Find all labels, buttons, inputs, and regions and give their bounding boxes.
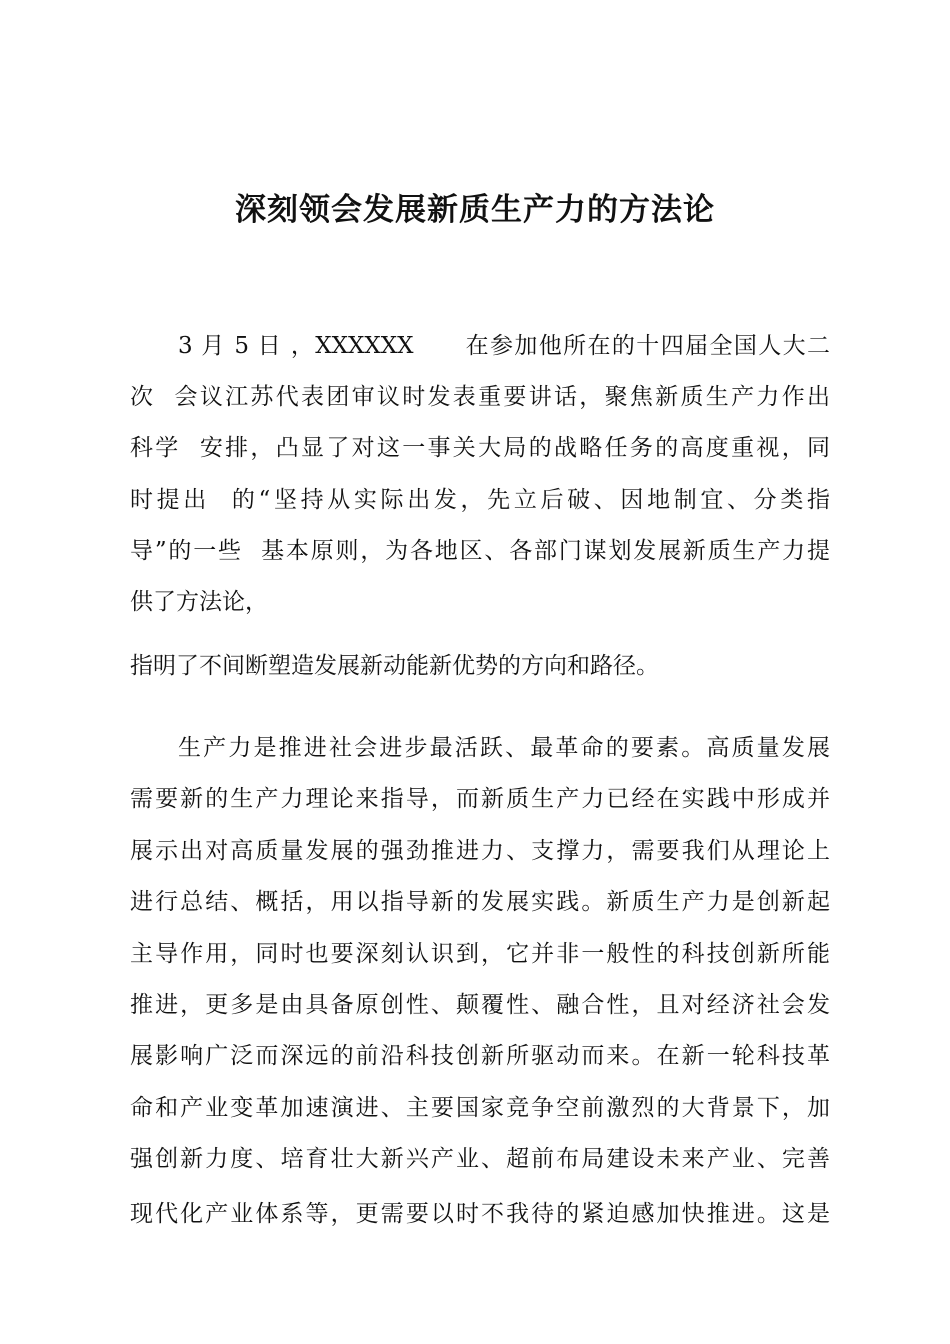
paragraph-1-line-1: 3 月 5 日 ，XXXXXX 在参加他所在的十四届全国人大二 [178,333,830,359]
paragraph-1-line-5: 导”的一些 基本原则，为各地区、各部门谋划发展新质生产力提 [130,538,830,564]
paragraph-3-line-9: 强创新力度、培育壮大新兴产业、超前布局建设未来产业、完善 [130,1146,830,1172]
paragraph-3-line-6: 推进，更多是由具备原创性、颠覆性、融合性，且对经济社会发 [130,992,830,1018]
paragraph-1-line-3: 科学 安排，凸显了对这一事关大局的战略任务的高度重视，同 [130,435,830,461]
document-title: 深刻领会发展新质生产力的方法论 [235,192,715,228]
paragraph-1-line-4: 时提出 的“坚持从实际出发，先立后破、因地制宜、分类指 [130,487,830,513]
paragraph-3-line-3: 展示出对高质量发展的强劲推进力、支撑力，需要我们从理论上 [130,838,830,864]
paragraph-1-line-6: 供了方法论， [130,589,268,615]
paragraph-3-line-2: 需要新的生产力理论来指导，而新质生产力已经在实践中形成并 [130,786,830,812]
paragraph-3-line-1: 生产力是推进社会进步最活跃、最革命的要素。高质量发展 [178,735,830,761]
paragraph-3-line-4: 进行总结、概括，用以指导新的发展实践。新质生产力是创新起 [130,889,830,915]
paragraph-1-line-2: 次 会议江苏代表团审议时发表重要讲话，聚焦新质生产力作出 [130,384,830,410]
paragraph-3-line-10: 现代化产业体系等，更需要以时不我待的紧迫感加快推进。这是 [130,1201,830,1227]
paragraph-3-line-8: 命和产业变革加速演进、主要国家竞争空前激烈的大背景下，加 [130,1095,830,1121]
paragraph-2-line-1: 指明了不间断塑造发展新动能新优势的方向和路径。 [130,653,659,679]
paragraph-3-line-5: 主导作用，同时也要深刻认识到，它并非一般性的科技创新所能 [130,941,830,967]
paragraph-3-line-7: 展影响广泛而深远的前沿科技创新所驱动而来。在新一轮科技革 [130,1043,830,1069]
